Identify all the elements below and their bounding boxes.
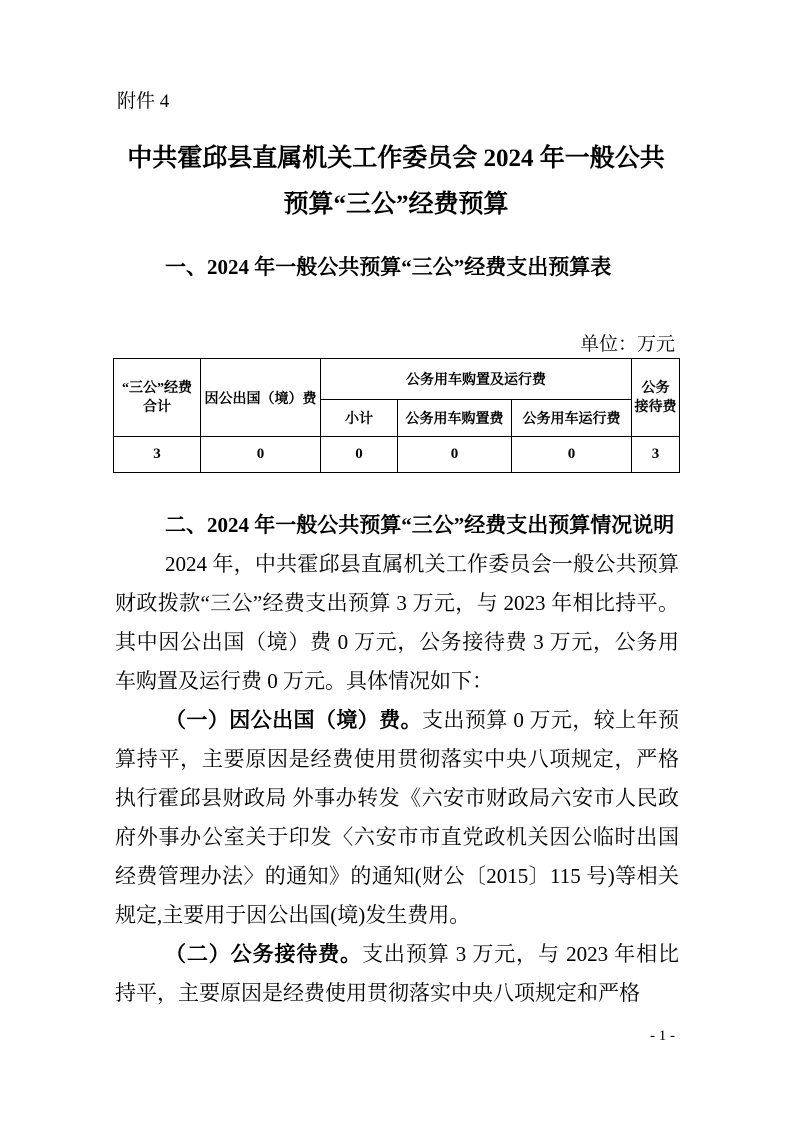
value-vehicle-operation: 0 [512, 437, 632, 473]
value-sangong-total: 3 [114, 437, 201, 473]
paragraph-abroad-lead: （一）因公出国（境）费。 [165, 708, 422, 732]
col-header-vehicle-subtotal: 小计 [321, 400, 398, 437]
budget-table [113, 358, 680, 473]
col-header-vehicle-purchase: 公务用车购置费 [398, 400, 512, 437]
page-number: - 1 - [650, 1028, 675, 1044]
value-abroad-fee: 0 [201, 437, 321, 473]
col-header-vehicle-operation: 公务用车运行费 [512, 400, 632, 437]
unit-label: 单位：万元 [579, 334, 675, 355]
section1-heading: 一、2024 年一般公共预算“三公”经费支出预算表 [165, 255, 612, 279]
col-header-sangong-total-line1: “三公”经费 [122, 380, 192, 396]
section2-heading: 二、2024 年一般公共预算“三公”经费支出预算情况说明 [165, 513, 675, 537]
paragraph-abroad [115, 701, 679, 935]
attachment-label: 附件 4 [117, 91, 170, 112]
col-header-sangong-total [114, 359, 201, 437]
value-vehicle-subtotal: 0 [321, 437, 398, 473]
col-header-reception-line1: 公务 [641, 380, 670, 396]
table-data-row [114, 437, 680, 473]
document-title-line1: 中共霍邱县直属机关工作委员会 2024 年一般公共 [127, 145, 665, 172]
col-header-abroad-fee: 因公出国（境）费 [201, 359, 321, 437]
col-header-reception-line2: 接待费 [634, 399, 677, 415]
col-header-sangong-total-line2: 合计 [143, 399, 171, 415]
paragraph-reception [115, 935, 679, 1013]
paragraph-reception-lead: （二）公务接待费。 [165, 942, 363, 966]
document-title [56, 136, 736, 228]
col-header-vehicle-group: 公务用车购置及运行费 [321, 359, 632, 400]
document-body [115, 506, 679, 1013]
value-vehicle-purchase: 0 [398, 437, 512, 473]
paragraph-overview: 2024 年，中共霍邱县直属机关工作委员会一般公共预算财政拨款“三公”经费支出预算 3 万元，与 2023 年相比持平。其中因公出国（境）费 0 万元，公务接待费 3 万元，公务用车购置及运行费 0 万元。具体情况如下： [115, 552, 679, 693]
paragraph-abroad-text: 支出预算 0 万元，较上年预算持平，主要原因是经费使用贯彻落实中央八项规定，严格执行霍邱县财政局 外事办转发《六安市财政局六安市人民政府外事办公室关于印发〈六安市市直党政机关因公临时出国经费管理办法〉的通知》的通知(财公〔2015〕115 号)等相关规定,主要用于因公出国(境)发生费用。 [115, 708, 679, 927]
col-header-reception-fee [632, 359, 680, 437]
document-title-line2: 预算“三公”经费预算 [283, 191, 509, 218]
table-header-row-1 [114, 359, 680, 400]
paragraph-reception-text: 支出预算 3 万元，与 2023 年相比持平，主要原因是经费使用贯彻落实中央八项规定和严格 [115, 942, 680, 1005]
value-reception-fee: 3 [632, 437, 680, 473]
